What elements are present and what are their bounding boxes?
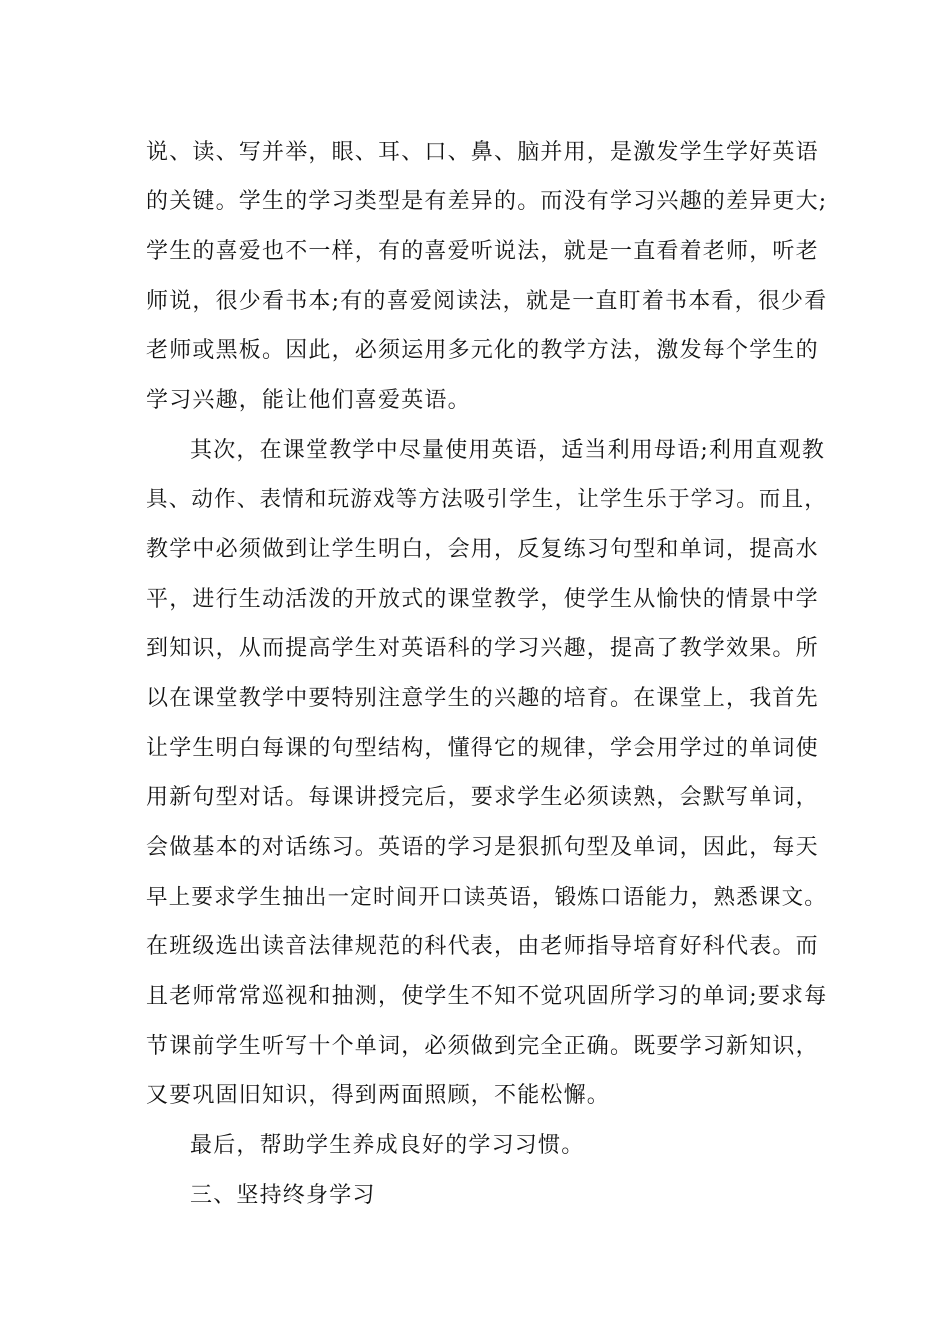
section-heading: 三、坚持终身学习: [190, 1183, 376, 1208]
text-line: 会做基本的对话练习。英语的学习是狠抓句型及单词，因此，每天: [146, 835, 819, 860]
text-line: 学习兴趣，能让他们喜爱英语。: [146, 388, 471, 413]
text-line: 说、读、写并举，眼、耳、口、鼻、脑并用，是激发学生学好英语: [146, 140, 819, 165]
text-line: 且老师常常巡视和抽测，使学生不知不觉巩固所学习的单词;要求每: [146, 984, 828, 1009]
text-line: 用新句型对话。每课讲授完后，要求学生必须读熟，会默写单词，: [146, 785, 819, 810]
text-line: 具、动作、表情和玩游戏等方法吸引学生，让学生乐于学习。而且，: [146, 487, 828, 512]
text-line: 平，进行生动活泼的开放式的课堂教学，使学生从愉快的情景中学: [146, 587, 819, 612]
text-line: 在班级选出读音法律规范的科代表，由老师指导培育好科代表。而: [146, 934, 819, 959]
text-line: 节课前学生听写十个单词，必须做到完全正确。既要学习新知识，: [146, 1034, 819, 1059]
text-line: 早上要求学生抽出一定时间开口读英语，锻炼口语能力，熟悉课文。: [146, 885, 828, 910]
text-line: 以在课堂教学中要特别注意学生的兴趣的培育。在课堂上，我首先: [146, 686, 819, 711]
paragraph-first-line: 其次，在课堂教学中尽量使用英语，适当利用母语;利用直观教: [190, 438, 826, 463]
text-line: 老师或黑板。因此，必须运用多元化的教学方法，激发每个学生的: [146, 338, 819, 363]
text-line: 让学生明白每课的句型结构，懂得它的规律，学会用学过的单词使: [146, 736, 819, 761]
text-line: 的关键。学生的学习类型是有差异的。而没有学习兴趣的差异更大;: [146, 189, 828, 214]
text-line: 到知识，从而提高学生对英语科的学习兴趣，提高了教学效果。所: [146, 636, 819, 661]
text-line: 教学中必须做到让学生明白，会用，反复练习句型和单词，提高水: [146, 537, 819, 562]
text-line: 又要巩固旧知识，得到两面照顾，不能松懈。: [146, 1083, 611, 1108]
text-line: 学生的喜爱也不一样，有的喜爱听说法，就是一直看着老师，听老: [146, 239, 819, 264]
paragraph-first-line: 最后，帮助学生养成良好的学习习惯。: [190, 1133, 585, 1158]
text-line: 师说，很少看书本;有的喜爱阅读法，就是一直盯着书本看，很少看: [146, 289, 828, 314]
